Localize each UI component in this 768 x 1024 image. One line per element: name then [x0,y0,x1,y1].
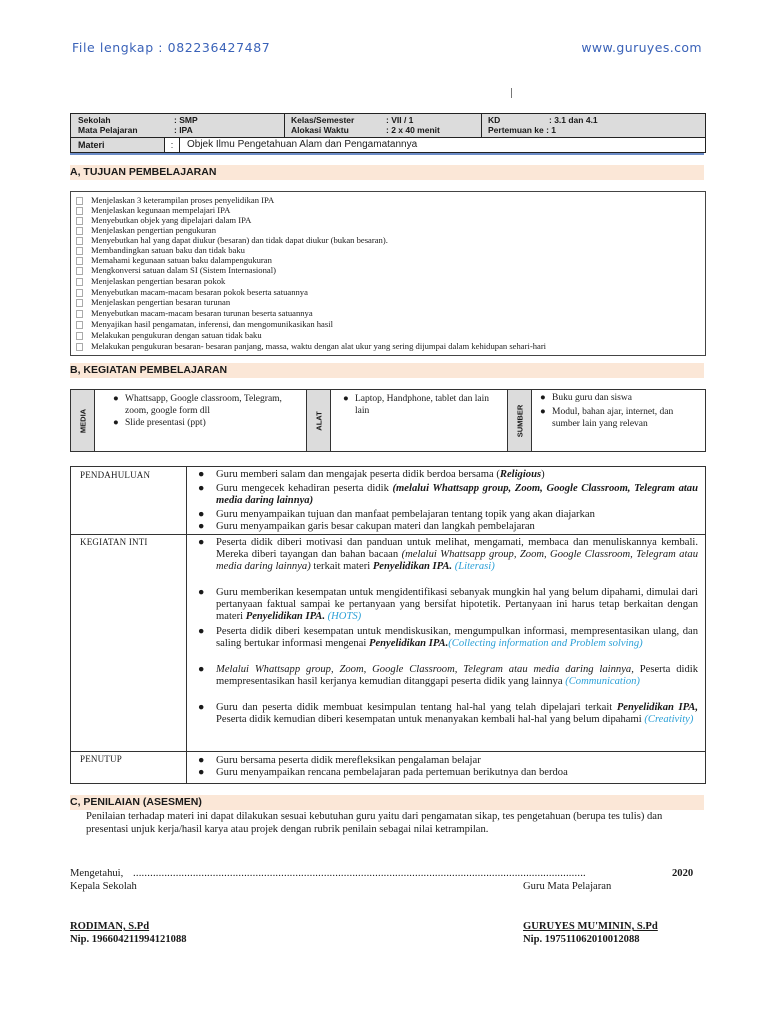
section-b-title: B, KEGIATAN PEMBELAJARAN [70,363,704,378]
sumber-item [540,407,702,430]
checkbox-icon [76,227,83,235]
text: Guru menyampaikan garis besar cakupan materi dan langkah pembelajaran [216,521,535,532]
text: Peserta didik mempresentasikan hasil kerjanya kemudian ditanggapi peserta didik yang lainnya [216,664,698,687]
tujuan-text: Memahami kegunaan satuan baku dalampengukuran [91,255,272,265]
bullet-icon: ● [198,521,205,532]
inti-item [198,587,698,623]
inti-item [198,702,698,726]
media-item-text: Slide presentasi (ppt) [125,418,206,428]
checkbox-icon [76,289,83,297]
sumber-label: SUMBER [515,404,524,437]
penutup-item [198,767,698,779]
kd-value: : 3.1 dan 4.1 [549,115,598,125]
pendahuluan-item [198,509,698,521]
tujuan-list [70,191,706,356]
text: terkait materi [310,561,373,572]
sekolah-label: Sekolah [78,115,111,125]
value-tag: Religious [499,469,542,480]
alat-item [343,394,495,417]
tujuan-item [91,225,216,235]
header-website[interactable]: www.guruyes.com [581,40,702,55]
kepala-title: Kepala Sekolah [70,881,137,892]
checkbox-icon [76,257,83,265]
text: Guru memberikan kesempatan untuk mengidentifikasi sebanyak mungkin hal yang belum dipahami, dimulai dari pertanyaan faktual sampai ke pertanyaan yang bersifat hipotetik. Pertanyaan ini harus tetap berkaitan dengan materi [216,587,698,622]
checkbox-icon [76,237,83,245]
tujuan-item [91,319,333,329]
alat-label: ALAT [314,410,323,431]
skill-tag: (Literasi) [452,561,495,572]
media-note: (melalui Whattsapp group, Zoom, Google Classroom, Telegram atau media daring lainnya) [216,549,698,572]
checkbox-icon [76,299,83,307]
kd-label: KD [488,115,501,125]
tujuan-text: Melakukan pengukuran besaran- besaran panjang, massa, waktu dengan alat ukur yang sering dijumpai dalam kehidupan sehari-hari [91,341,547,351]
mapel-value: : IPA [174,125,193,135]
tujuan-item [91,265,276,275]
section-a-title: A, TUJUAN PEMBELAJARAN [70,165,704,180]
pendahuluan-item [198,469,698,481]
info-box [70,113,706,153]
header-contact: File lengkap : 082236427487 [72,40,271,55]
tujuan-text: Menyebutkan objek yang dipelajari dalam IPA [91,215,252,225]
tujuan-text: Menjelaskan pengertian besaran pokok [91,276,226,286]
bullet-icon: ● [540,393,546,403]
text: Peserta didik diberi motivasi dan panduan untuk melihat, mengamati, membaca dan menuliskannya kembali. Mereka diberi tayangan dan bahan bacaan [216,537,698,560]
text: Peserta didik kemudian diberi kesempatan untuk menanyakan kembali hal-hal yang belum dipahami [216,714,645,725]
materi-label: Materi [71,138,165,152]
bullet-icon: ● [198,483,205,494]
tujuan-text: Menyajikan hasil pengamatan, inferensi, dan mengomunikasikan hasil [91,319,333,329]
skill-tag: (Communication) [565,676,640,687]
media-item [113,394,300,417]
pertemuan-label: Pertemuan ke : 1 [488,125,557,135]
tujuan-item [91,276,225,286]
tujuan-item [91,235,388,245]
skill-tag: (Collecting information and Problem solving) [448,638,643,649]
inti-item [198,626,698,650]
text: Guru menyampaikan tujuan dan manfaat pembelajaran tentang topik yang akan diajarkan [216,509,595,520]
tujuan-item [91,330,262,340]
bullet-icon: ● [198,702,205,713]
materi-value: Objek Ilmu Pengetahuan Alam dan Pengamatannya [187,139,418,150]
bullet-icon: ● [198,509,205,520]
bullet-icon: ● [198,664,205,675]
tujuan-text: Mengkonversi satuan dalam SI (Sistem Internasional) [91,265,276,275]
guru-name: GURUYES MU'MININ, S.Pd [523,921,658,932]
materi-highlight: Penyelidikan IPA. [368,638,449,649]
tujuan-item [91,255,272,265]
bullet-icon: ● [198,767,205,778]
year: 2020 [672,868,694,879]
kepala-name: RODIMAN, S.Pd [70,921,150,932]
tujuan-item [91,245,245,255]
tujuan-item [91,287,308,297]
text: Guru mengecek kehadiran peserta didik [216,483,393,494]
info-cell-school [71,114,285,137]
media-item [113,418,300,430]
mapel-label: Mata Pelajaran [78,125,138,135]
text: Peserta didik diberi kesempatan untuk mendiskusikan, mengumpulkan informasi, mempresentasikan ulang, dan saling bertukar informasi mengenai [216,626,698,649]
guru-title: Guru Mata Pelajaran [523,881,612,892]
media-label-cell [71,390,95,451]
checkbox-icon [76,207,83,215]
pendahuluan-label: PENDAHULUAN [80,470,151,480]
info-cell-kd [481,114,704,137]
skill-tag: (HOTS) [324,611,362,622]
media-note: (melalui Whattsapp group, Zoom, Google Classroom, Telegram atau media daring lainnya) [216,483,698,506]
tujuan-item [91,215,251,225]
tujuan-text: Menjelaskan pengertian besaran turunan [91,297,231,307]
inti-item [198,537,698,573]
bullet-icon: ● [540,407,546,417]
guru-nip: Nip. 197511062010012088 [523,934,640,945]
kepala-nip: Nip. 196604211994121088 [70,934,187,945]
penilaian-text: Penilaian terhadap materi ini dapat dilakukan sesuai kebutuhan guru yaitu dari pengamatan sikap, tes pengetahuan (berupa tes tulis) dan presentasi unjuk kerja/hasil karya atau projek dengan rubrik penilain sebagai nilai ketrampilan. [86,811,663,835]
tujuan-item [91,308,313,318]
pendahuluan-item [198,483,698,507]
bullet-icon: ● [198,469,205,480]
sekolah-value: : SMP [174,115,198,125]
materi-row [71,138,705,152]
tujuan-item [91,341,546,351]
kegiatan-divider [186,467,187,783]
checkbox-icon [76,197,83,205]
text: Guru dan peserta didik membuat kesimpulan tentang hal-hal yang telah dipelajari terkait [216,702,617,713]
media-table [70,389,706,452]
row-divider [71,751,705,752]
bullet-icon: ● [113,394,119,404]
materi-highlight: Penyelidikan IPA. [372,561,453,572]
skill-tag: (Creativity) [644,714,694,725]
media-cell [95,390,307,451]
bullet-icon: ● [198,587,205,598]
tujuan-item [91,205,230,215]
penutup-item [198,755,698,767]
alokasi-label: Alokasi Waktu [291,125,349,135]
alat-item-text: Laptop, Handphone, tablet dan lain lain [355,394,490,416]
tujuan-text: Melakukan pengukuran dengan satuan tidak baku [91,330,262,340]
tujuan-text: Menjelaskan 3 keterampilan proses penyelidikan IPA [91,195,275,205]
tujuan-text: Menyebutkan hal yang dapat diukur (besaran) dan tidak dapat diukur (bukan besaran). [91,235,388,245]
divider-tick [511,88,512,98]
kegiatan-inti-label: KEGIATAN INTI [80,537,148,547]
sumber-item [540,393,702,405]
tujuan-text: Menjelaskan kegunaan mempelajari IPA [91,205,231,215]
alat-cell [331,390,508,451]
text: Guru menyampaikan rencana pembelajaran pada pertemuan berikutnya dan berdoa [216,767,568,778]
bullet-icon: ● [343,394,349,404]
checkbox-icon [76,310,83,318]
text: Guru memberi salam dan mengajak peserta didik berdoa bersama ( [216,469,500,480]
checkbox-icon [76,247,83,255]
alat-label-cell [307,390,331,451]
bullet-icon: ● [113,418,119,428]
place-date-line: ............................................................................................................................................................... [133,868,586,879]
media-label: MEDIA [78,408,87,433]
checkbox-icon [76,217,83,225]
materi-highlight: Penyelidikan IPA, [616,702,698,713]
materi-colon: : [165,138,180,152]
checkbox-icon [76,321,83,329]
section-c-title: C, PENILAIAN (ASESMEN) [70,795,704,810]
tujuan-text: Membandingkan satuan baku dan tidak baku [91,245,245,255]
media-note: Melalui Whattsapp group, Zoom, Google Classroom, Telegram atau media daring lainnya, [216,664,634,675]
text: Guru bersama peserta didik merefleksikan pengalaman belajar [216,755,481,766]
sumber-label-cell [508,390,532,451]
checkbox-icon [76,343,83,351]
materi-highlight: Penyelidikan IPA. [245,611,325,622]
row-divider [71,534,705,535]
alokasi-value: : 2 x 40 menit [386,125,440,135]
penutup-label: PENUTUP [80,754,122,764]
info-underline [70,153,704,155]
media-item-text: Whattsapp, Google classroom, Telegram, zoom, google form dll [125,394,282,416]
sumber-cell [532,390,705,451]
sumber-item-text: Buku guru dan siswa [552,393,632,403]
sumber-item-text: Modul, bahan ajar, internet, dan sumber lain yang relevan [552,407,674,429]
tujuan-text: Menjelaskan pengertian pengukuran [91,225,217,235]
checkbox-icon [76,278,83,286]
mengetahui-label: Mengetahui, [70,868,124,879]
kegiatan-table [70,466,706,784]
tujuan-text: Menyebutkan macam-macam besaran pokok beserta satuannya [91,287,308,297]
checkbox-icon [76,332,83,340]
kelas-value: : VII / 1 [386,115,414,125]
checkbox-icon [76,267,83,275]
bullet-icon: ● [198,537,205,548]
tujuan-item [91,195,274,205]
bullet-icon: ● [198,755,205,766]
info-top-row [71,114,705,138]
pendahuluan-item [198,521,698,533]
bullet-icon: ● [198,626,205,637]
text: ) [541,469,545,480]
inti-item [198,664,698,688]
tujuan-item [91,297,230,307]
info-cell-class [284,114,482,137]
tujuan-text: Menyebutkan macam-macam besaran turunan beserta satuannya [91,308,313,318]
kelas-label: Kelas/Semester [291,115,355,125]
